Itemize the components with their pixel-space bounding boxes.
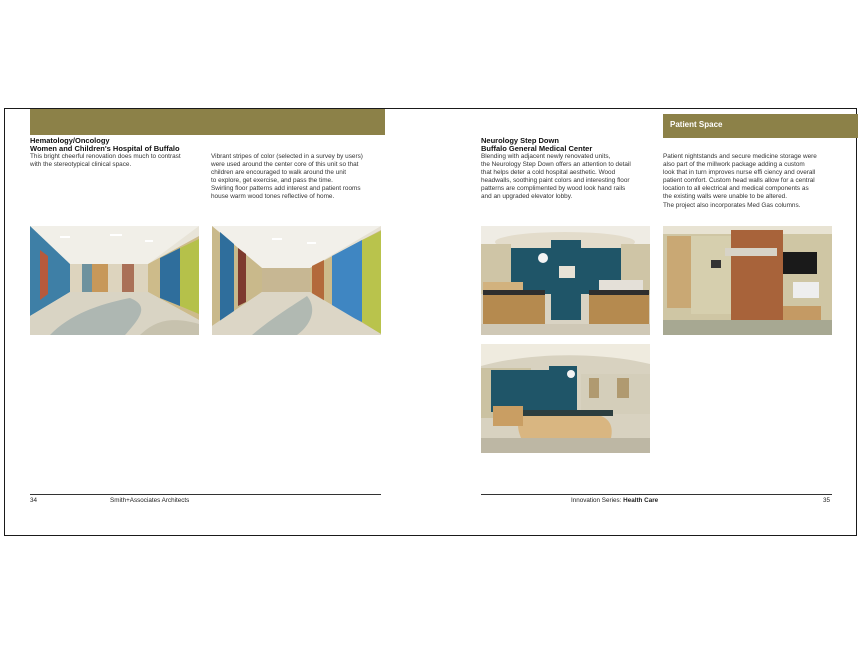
left-page-number: 34: [30, 497, 38, 504]
header-band-right: [663, 114, 858, 138]
left-footer-firm: Smith+Associates Architects: [110, 497, 190, 504]
left-title-line-1: Hematology/Oncology: [30, 136, 110, 145]
header-band-left: [30, 109, 385, 135]
photo-patient-room: [663, 226, 832, 335]
footer-rule-left: [30, 494, 381, 495]
left-title: [30, 137, 180, 154]
photo-corridor-1: [30, 226, 199, 335]
left-title-line-2: Women and Children's Hospital of Buffalo: [30, 144, 180, 154]
right-title-line-1: Neurology Step Down: [481, 136, 559, 145]
photo-nurse-station-2: [481, 344, 650, 453]
book-spread: [4, 108, 857, 536]
footer-rule-right: [481, 494, 832, 495]
left-body-col2: Vibrant stripes of color (selected in a survey by users) were used around the center core of this unit so that children are encouraged to walk around the unit to explore, get exercise, and pass the time. Swirling floor patterns add interest and patient rooms house warm wood tones reflective of home.: [211, 153, 363, 201]
right-footer-series: Innovation Series: Health Care: [571, 497, 659, 504]
section-label: Patient Space: [670, 120, 723, 129]
right-body-col2: Patient nightstands and secure medicine storage were also part of the millwork package adding a custom look that in turn improves nurse effi ciency and overall patient comfort. Custom head walls allow for a central location to all electrical and medical components as the existing walls were unable to be altered. The project also incorporates Med Gas columns.: [663, 153, 817, 209]
right-page-number: 35: [823, 497, 831, 504]
right-title-line-2: Buffalo General Medical Center: [481, 144, 593, 154]
right-body-col1: Blending with adjacent newly renovated units, the Neurology Step Down offers an attention to detail that helps deter a cold hospital aesthetic. Wood headwalls, soothing paint colors and interesting floor patterns are complimented by wood look hand rails and an upgraded elevator lobby.: [481, 153, 631, 201]
photo-nurse-station-1: [481, 226, 650, 335]
left-body-col1: This bright cheerful renovation does much to contrast with the stereotypical clinical space.: [30, 153, 181, 169]
photo-corridor-2: [212, 226, 381, 335]
right-title: [481, 137, 592, 154]
